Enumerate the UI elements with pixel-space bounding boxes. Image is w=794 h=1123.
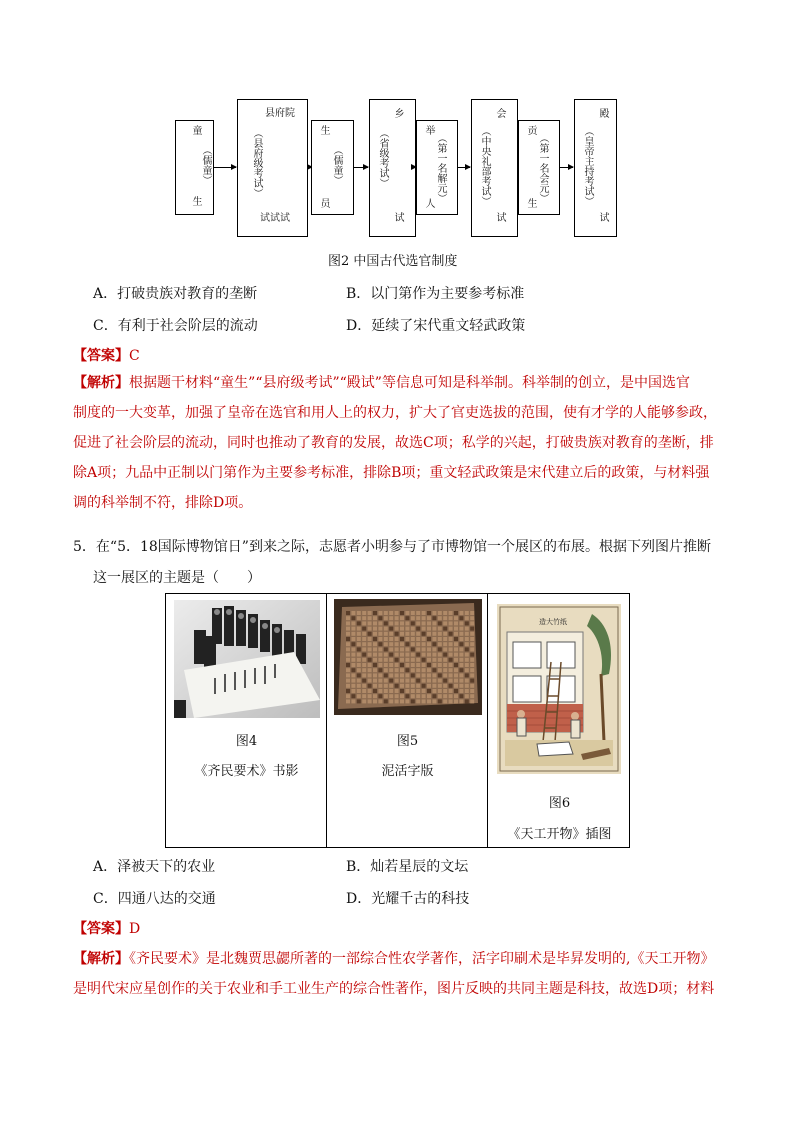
q5-stem-line-1: 5．在“5．18国际博物馆日”到来之际，志愿者小明参与了市博物馆一个展区的布展。根据下列图片推断: [73, 539, 711, 555]
box-top-text: 举: [423, 125, 434, 135]
q5-figure-table: [165, 593, 630, 848]
explain-line: 除A项；九品中正制以门第作为主要参考标准，排除B项；重文轻武政策是宋代建立后的政策，与材料强: [73, 465, 710, 481]
fig4-label: 图4: [235, 734, 258, 749]
box-top-text: 县府院: [265, 108, 295, 119]
box-bottom-text: 试: [392, 212, 403, 222]
explain-line: 调的科举制不符，排除D项。: [73, 495, 253, 511]
answer-label: 【答案】: [73, 921, 129, 937]
explain-line: 是明代宋应星创作的关于农业和手工业生产的综合性著作，图片反映的共同主题是科技，故选D项；材料: [73, 981, 715, 997]
box-bottom-text: 员: [318, 198, 329, 208]
q5-option-b: B．灿若星辰的文坛: [346, 859, 469, 875]
illustration-sign-text: 造大竹纸: [539, 618, 567, 626]
box-bottom-text: 试: [597, 212, 608, 222]
answer-value: D: [129, 921, 141, 937]
fig5-label: 图5: [396, 734, 419, 749]
diagram-box-county-exam: [237, 99, 308, 237]
answer-value: C: [129, 348, 140, 364]
fig4-caption: 《齐民要术》书影: [194, 764, 299, 779]
explain-label: 【解析】: [73, 951, 129, 967]
explain-line: [73, 944, 733, 974]
box-mid-text: （第一名解元）: [435, 133, 446, 203]
box-top-text: 乡: [392, 108, 403, 118]
diagram-arrow: [214, 167, 236, 168]
fig6-label: 图6: [548, 796, 571, 811]
q4-option-a: A．打破贵族对教育的垄断: [93, 286, 258, 302]
diagram-box-tongsheng: [175, 120, 214, 215]
box-bottom-text: 试: [494, 212, 505, 222]
qimin-yaoshu-image: [174, 600, 320, 718]
fig5-caption: 泥活字版: [381, 764, 434, 779]
diagram-box-metropolitan-exam: [471, 99, 518, 237]
q5-option-d: D．光耀千古的科技: [346, 891, 470, 907]
q5-explanation: [73, 944, 733, 1004]
box-bottom-text: 人: [423, 198, 434, 208]
explain-text: 《齐民要术》是北魏贾思勰所著的一部综合性农学著作，活字印刷术是毕昇发明的,《天工开物》: [129, 951, 715, 967]
q4-option-c: C．有利于社会阶层的流动: [93, 318, 258, 334]
diagram-box-shengyuan: [311, 120, 354, 215]
explain-label: 【解析】: [73, 375, 129, 391]
box-top-text: 殿: [597, 108, 608, 118]
box-mid-text: （省级考试）: [377, 128, 388, 188]
explain-line: 促进了社会阶层的流动，同时也推动了教育的发展，故选C项；私学的兴起，打破贵族对教育的垄断，排: [73, 435, 714, 451]
answer-label: 【答案】: [73, 348, 129, 364]
fig6-caption: 《天工开物》插图: [507, 827, 612, 842]
q5-answer: [73, 918, 140, 938]
diagram-arrow: [458, 167, 470, 168]
box-mid-text: （儒童）: [331, 145, 342, 185]
diagram-box-provincial-exam: [369, 99, 416, 237]
box-bottom-text: 试试试: [260, 213, 290, 224]
q4-option-d: D．延续了宋代重文轻武政策: [346, 318, 526, 334]
q4-answer: [73, 345, 140, 365]
box-top-text: 生: [318, 125, 329, 135]
box-bottom-text: 生: [190, 196, 201, 206]
diagram-box-palace-exam: [574, 99, 617, 237]
box-mid-text: （中央礼部考试）: [479, 126, 490, 206]
diagram-box-gongsheng: [518, 120, 560, 215]
box-top-text: 贡: [525, 125, 536, 135]
diagram-arrow: [354, 167, 368, 168]
box-top-text: 会: [494, 108, 505, 118]
box-bottom-text: 生: [525, 198, 536, 208]
box-mid-text: （皇帝主持考试）: [582, 126, 593, 206]
q5-option-c: C．四通八达的交通: [93, 891, 216, 907]
diagram-box-juren: [416, 120, 458, 215]
q4-option-b: B．以门第作为主要参考标准: [346, 286, 525, 302]
q5-stem-line-2: 这一展区的主题是（ ）: [93, 570, 261, 586]
q4-explanation: [73, 368, 733, 518]
q5-option-a: A．泽被天下的农业: [93, 859, 216, 875]
box-mid-text: （第一名会元）: [537, 133, 548, 203]
box-top-text: 童: [190, 125, 201, 135]
explain-text: 根据题干材料“童生”“县府级考试”“殿试”等信息可知是科举制。科举制的创立，是中国选官: [129, 375, 690, 391]
box-mid-text: （县府级考试）: [251, 128, 262, 198]
tiangong-kaiwu-image: [497, 604, 621, 774]
explain-line: 制度的一大变革，加强了皇帝在选官和用人上的权力，扩大了官吏选拔的范围，使有才学的人能够参政，: [73, 405, 717, 421]
diagram-arrow: [560, 167, 573, 168]
box-mid-text: （儒童）: [200, 145, 211, 185]
explain-line: [73, 368, 733, 398]
diagram-caption: 图2 中国古代选官制度: [328, 254, 458, 269]
clay-movable-type-image: [334, 599, 482, 715]
